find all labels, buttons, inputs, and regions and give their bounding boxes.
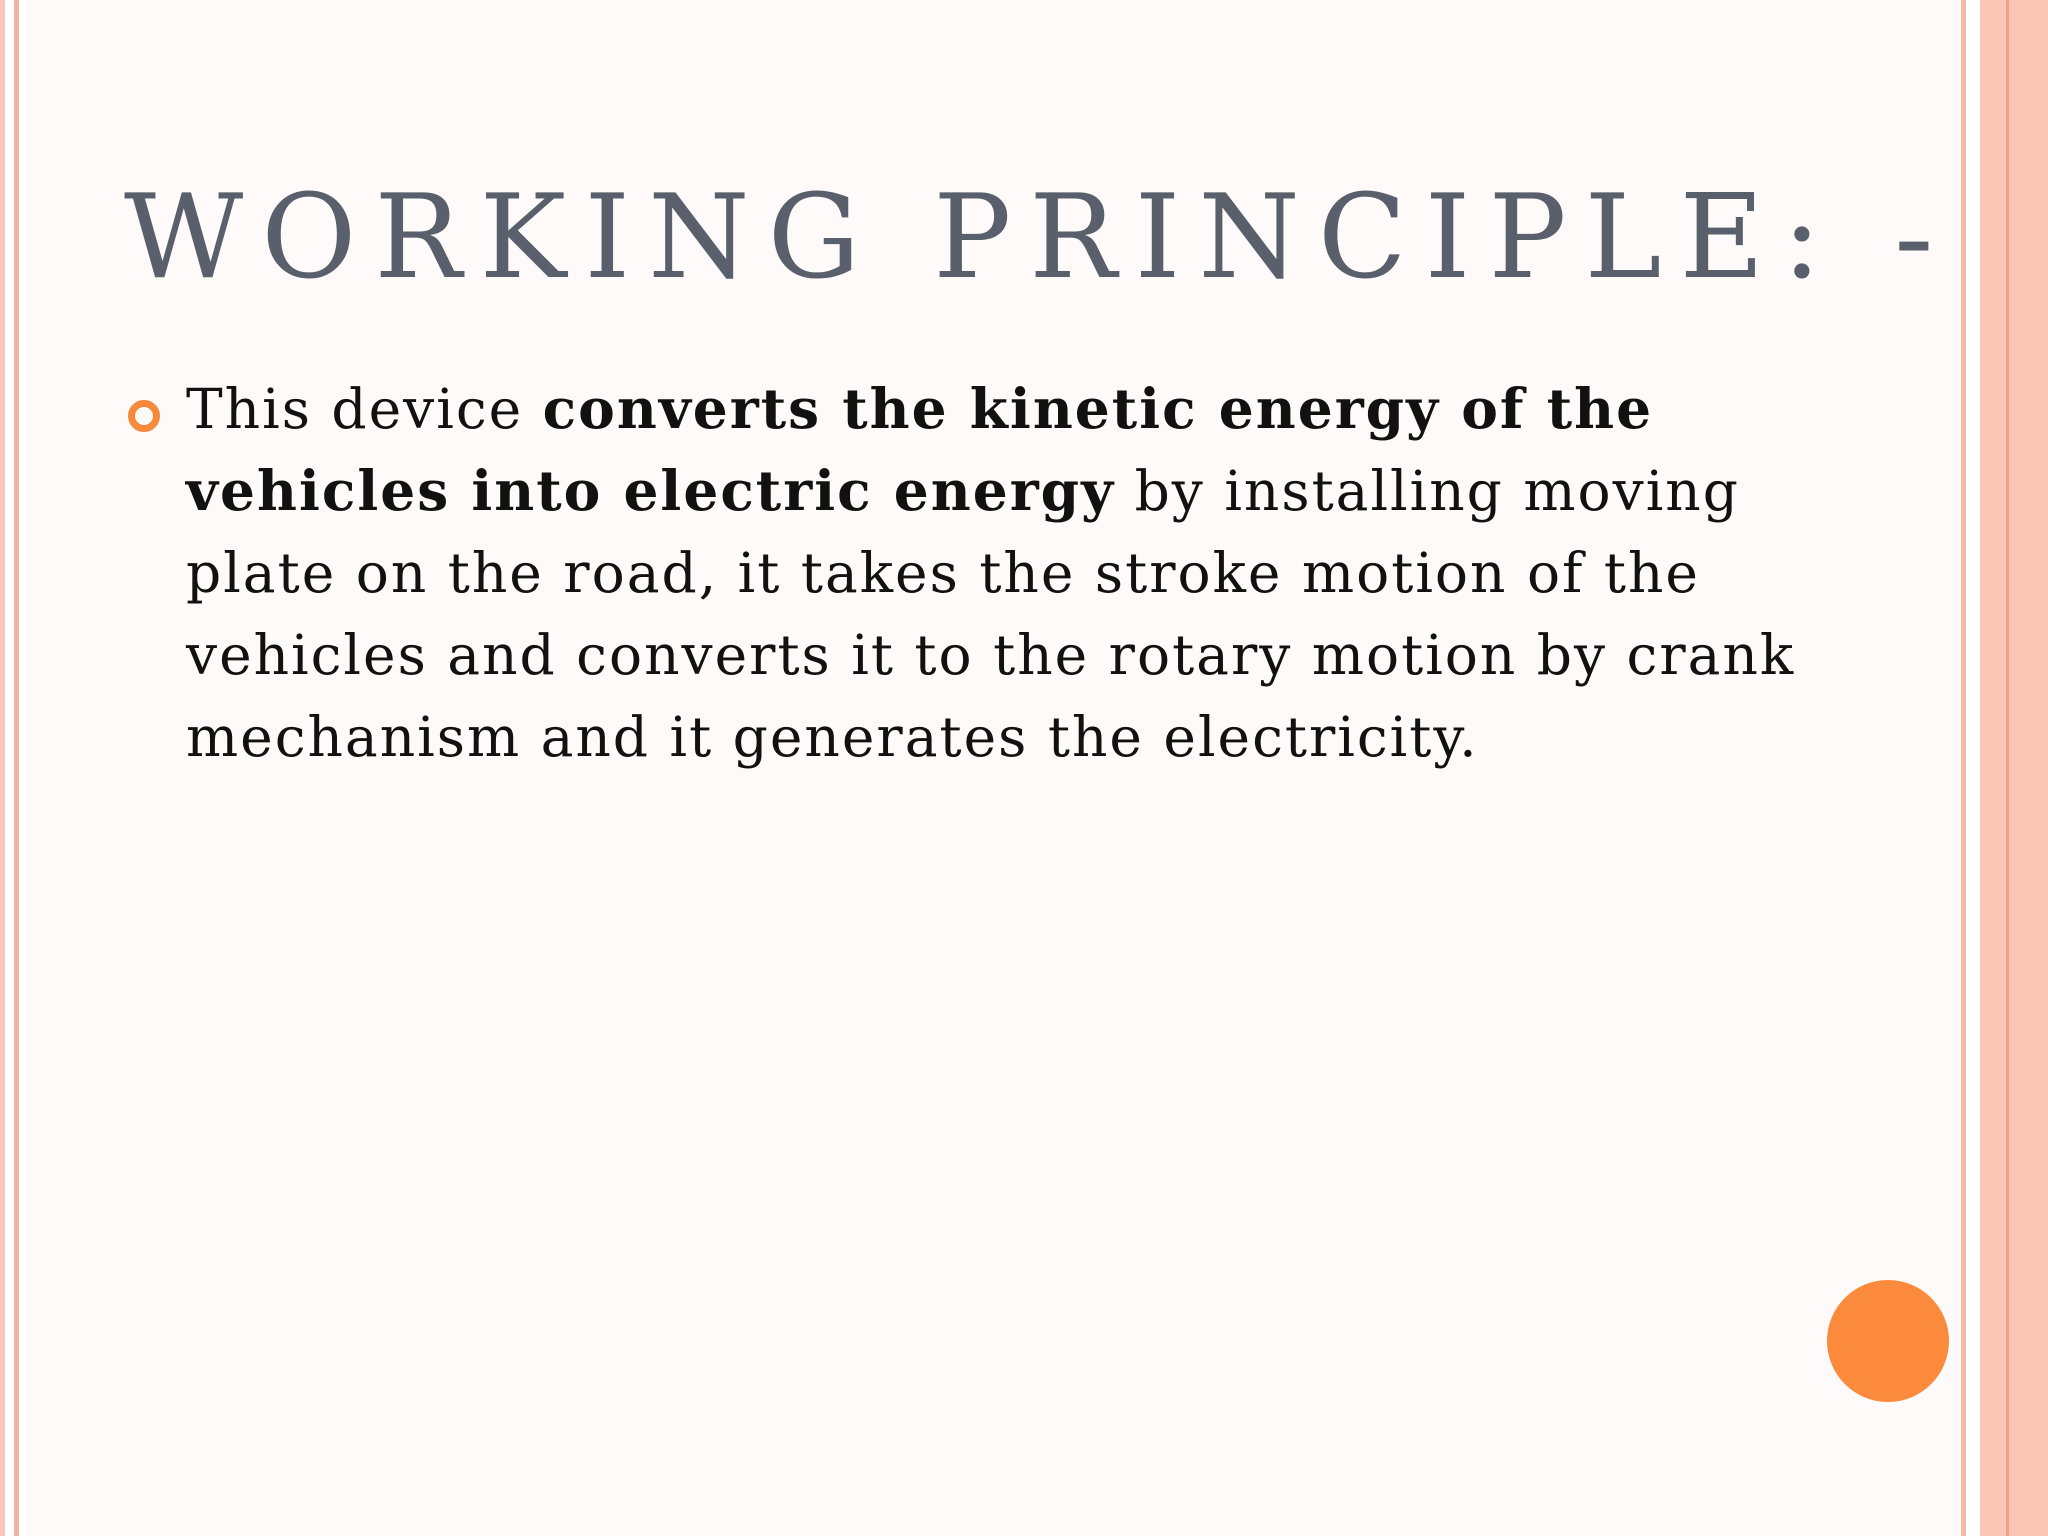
right-border-band	[1980, 0, 2048, 1536]
bullet-list	[124, 368, 1824, 778]
right-border-band-line	[2006, 0, 2009, 1536]
bullet-item	[124, 368, 1824, 778]
bullet-text-emphasis: converts the kinetic energy of the vehicles into electric energy	[186, 376, 1654, 523]
left-border-line-inner	[14, 0, 19, 1536]
bullet-ring-icon	[128, 400, 160, 432]
orange-circle-decoration	[1827, 1280, 1949, 1402]
slide-title: WORKING PRINCIPLE: -	[124, 170, 1952, 305]
right-border-gap	[1966, 0, 1980, 1536]
left-border-line	[0, 0, 5, 1536]
bullet-text-intro: This device	[186, 377, 543, 441]
bullet-text-rest: by installing moving plate on the road, it takes the stroke motion of the vehicles and converts it to the rotary motion by crank mechanism and it generates the electricity.	[186, 459, 1796, 769]
